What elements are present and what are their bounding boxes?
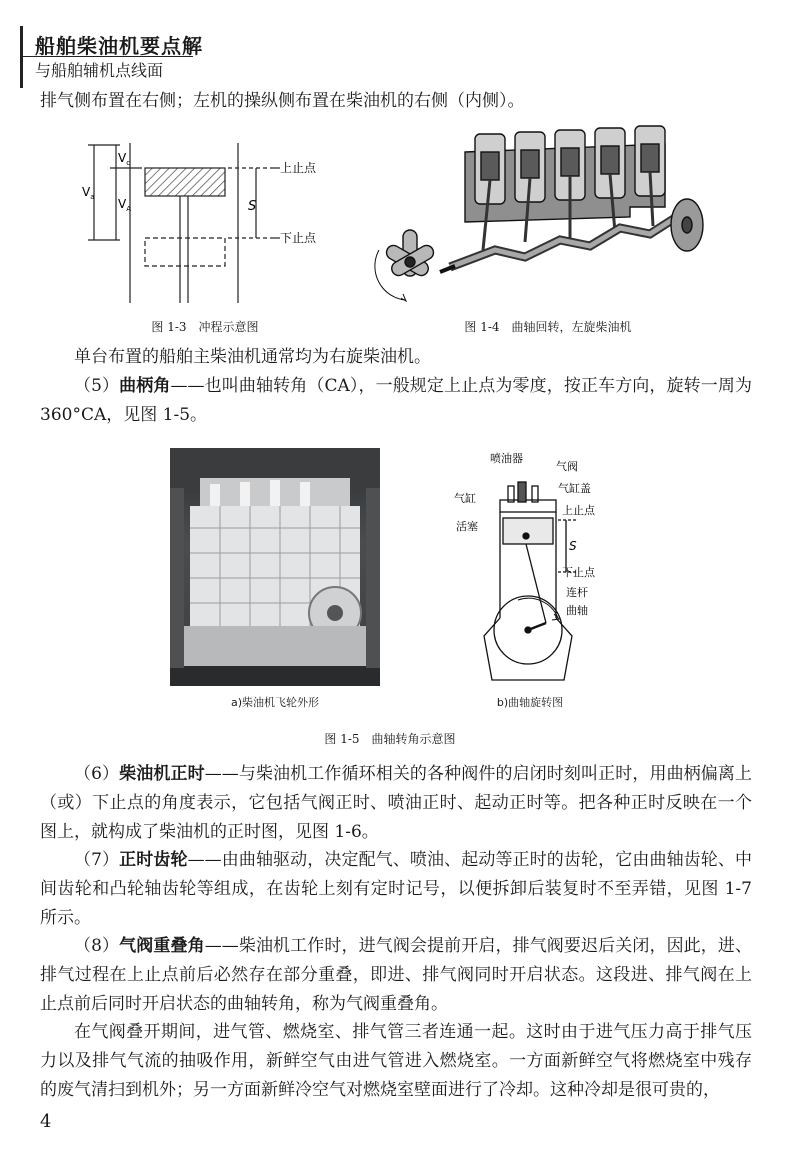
paragraph-valve-overlap (40, 932, 752, 1019)
definition-body: ——柴油机工作时，进气阀会提前开启，排气阀要迟后关闭，因此，进、排气过程在上止点前后必然存在部分重叠，即进、排气阀同时开启状态。这段进、排气阀在上止点前后同时开启状态的曲轴转角，称为气阀重叠角。 (40, 936, 753, 1014)
label-bdc: 下止点 (562, 566, 595, 579)
figure-1-5b-caption: b)曲轴旋转图 (496, 696, 564, 709)
book-title: 船舶柴油机要点解 (35, 34, 203, 58)
figure-1-4-crankshaft-illustration (365, 122, 735, 307)
label-piston: 活塞 (456, 520, 478, 533)
definition-body: ——由曲轴驱动，决定配气、喷油、起动等正时的齿轮，它由曲轴齿轮、中间齿轮和凸轮轴齿轮等组成，在齿轮上刻有定时记号，以便拆卸后装复时不至弄错，见图 1-7 所示。 (40, 850, 753, 928)
page-number: 4 (40, 1111, 52, 1132)
figure-1-3-stroke-diagram (80, 138, 340, 308)
item-number: （6） (74, 764, 120, 784)
label-valve: 气阀 (556, 460, 578, 473)
figure-1-3-caption: 图 1-3 冲程示意图 (151, 320, 259, 334)
engine-photo-drawing (170, 448, 380, 686)
item-number: （7） (74, 850, 120, 870)
label-cylinder: 气缸 (454, 492, 476, 505)
stroke-s-label: S (248, 199, 257, 214)
book-subtitle: 与船舶辅机点线面 (35, 61, 164, 80)
term-engine-timing: 柴油机正时 (119, 764, 205, 784)
figure-1-5-caption: 图 1-5 曲轴转角示意图 (324, 732, 456, 746)
paragraph-overlap-effects: 在气阀叠开期间，进气管、燃烧室、排气管三者连通一起。这时由于进气压力高于排气压力以及排气气流的抽吸作用，新鲜空气由进气管进入燃烧室。一方面新鲜空气将燃烧室中残存的废气清扫到机外；另一方面新鲜冷空气对燃烧室壁面进行了冷却。这种冷却是很可贵的， (40, 1022, 752, 1100)
header-rule (23, 56, 193, 57)
figure-1-5b-crank-rotation-diagram (448, 448, 618, 688)
va-label: $V_a$ (82, 185, 95, 201)
paragraph-engine-timing (40, 760, 752, 847)
paragraph-right-hand-engine: 单台布置的船舶主柴油机通常均为右旋柴油机。 (74, 347, 431, 367)
label-connecting-rod: 连杆 (566, 586, 588, 599)
figure-1-4-caption: 图 1-4 曲轴回转，左旋柴油机 (464, 320, 632, 334)
item-number: （8） (74, 936, 120, 956)
paragraph-intro: 排气侧布置在右侧；左机的操纵侧布置在柴油机的右侧（内侧）。 (40, 91, 525, 111)
term-valve-overlap: 气阀重叠角 (119, 936, 205, 956)
vc-label: $V_c$ (118, 151, 131, 167)
item-number: （5） (74, 376, 120, 396)
paragraph-timing-gear (40, 846, 752, 933)
definition-body: ——也叫曲轴转角（CA），一般规定上止点为零度，按正车方向，旋转一周为360°CA，见图 1-5。 (40, 376, 752, 425)
label-tdc: 上止点 (562, 504, 595, 517)
definition-body: ——与柴油机工作循环相关的各种阀件的启闭时刻叫正时，用曲柄偏离上（或）下止点的角度表示，它包括气阀正时、喷油正时、起动正时等。把各种正时反映在一个图上，就构成了柴油机的正时图，见图 1-6。 (40, 764, 753, 842)
running-header (20, 26, 223, 88)
figure-1-5a-engine-photo (170, 448, 380, 686)
paragraph-crank-angle (40, 372, 752, 430)
term-timing-gear: 正时齿轮 (119, 850, 188, 870)
label-crankshaft: 曲轴 (566, 604, 588, 617)
label-cylinder-head: 气缸盖 (558, 482, 591, 495)
term-crank-angle: 曲柄角 (119, 376, 171, 396)
vh-label: $V_A$ (118, 197, 132, 213)
figure-1-5a-caption: a)柴油机飞轮外形 (230, 696, 320, 709)
label-injector: 喷油器 (490, 452, 523, 465)
bdc-label: 下止点 (280, 231, 317, 245)
tdc-label: 上止点 (280, 161, 317, 175)
label-stroke-s: S (569, 539, 577, 553)
